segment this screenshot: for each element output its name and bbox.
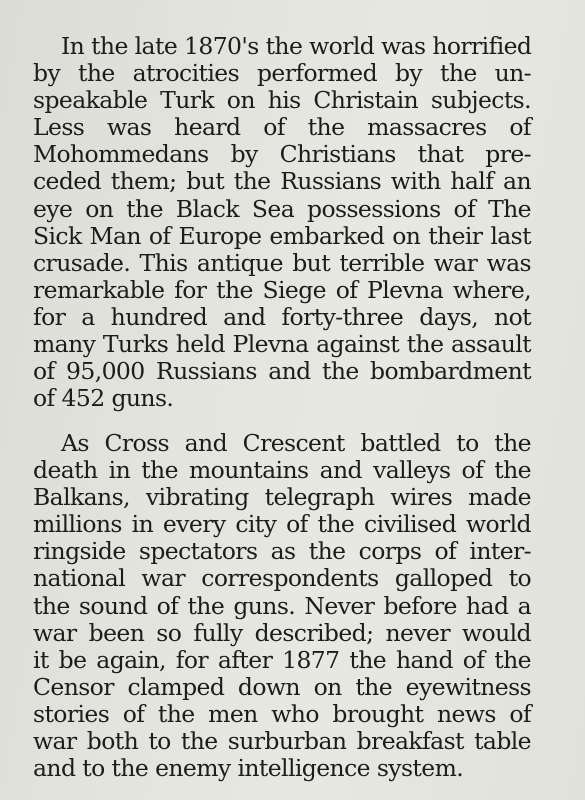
text-line: Balkans, vibrating telegraph wires made — [33, 483, 531, 512]
text-line: war both to the surburban breakfast table — [33, 727, 531, 756]
text-line: it be again, for after 1877 the hand of the — [33, 645, 531, 674]
text-line: crusade. This antique but terrible war was — [33, 248, 531, 277]
text-line: stories of the men who brought news of — [33, 699, 531, 728]
paragraph-2 — [33, 430, 531, 782]
text-line: eye on the Black Sea possessions of The — [33, 194, 531, 223]
text-line: Censor clamped down on the eyewitness — [33, 672, 531, 701]
text-line: ringside spectators as the corps of inter- — [33, 537, 531, 566]
text-line: of 452 guns. — [33, 384, 174, 413]
text-line: Less was heard of the massacres of — [33, 113, 531, 142]
text-line: In the late 1870's the world was horrified — [61, 32, 532, 60]
text-line: death in the mountains and valleys of the — [33, 456, 531, 485]
text-line: Mohommedans by Christians that pre- — [33, 140, 531, 169]
text-line: war been so fully described; never would — [33, 618, 531, 647]
text-line: speakable Turk on his Christain subjects. — [33, 86, 531, 115]
text-line: of 95,000 Russians and the bombardment — [33, 357, 531, 386]
text-line: and to the enemy intelligence system. — [33, 754, 464, 783]
text-line: remarkable for the Siege of Plevna where, — [33, 275, 531, 304]
text-line: national war correspondents galloped to — [33, 564, 531, 593]
text-line: Sick Man of Europe embarked on their last — [33, 221, 531, 250]
text-line: As Cross and Crescent battled to the — [61, 429, 531, 457]
paragraph-1 — [33, 33, 531, 412]
text-line: many Turks held Plevna against the assault — [33, 330, 531, 359]
text-line: ceded them; but the Russians with half an — [33, 167, 531, 196]
text-line: millions in every city of the civilised world — [33, 510, 531, 539]
text-line: the sound of the guns. Never before had a — [33, 591, 531, 620]
text-line: for a hundred and forty-three days, not — [33, 302, 531, 331]
text-line: by the atrocities performed by the un- — [33, 59, 531, 88]
